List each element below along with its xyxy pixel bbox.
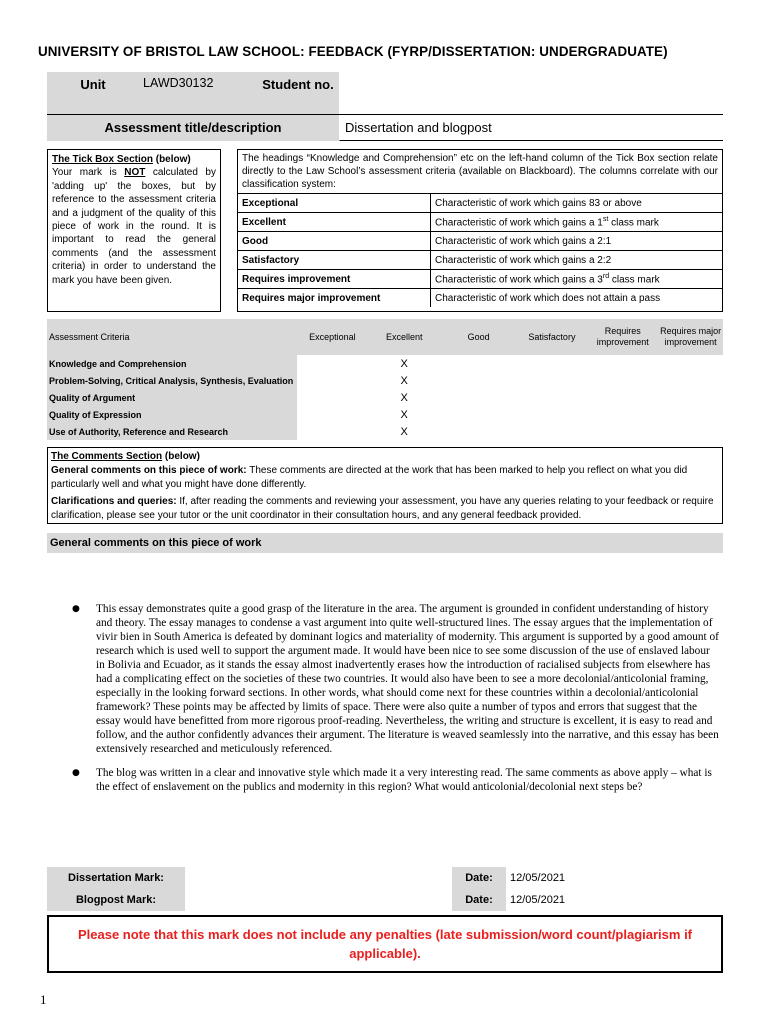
penalties-notice: Please note that this mark does not include any penalties (late submission/word count/plagiarism if applicable). bbox=[47, 915, 723, 973]
table-row: Excellent Characteristic of work which gains a 1st class mark bbox=[238, 213, 722, 232]
table-row: Requires major improvement Characteristic of work which does not attain a pass bbox=[238, 289, 722, 308]
tick-box-section bbox=[47, 149, 221, 312]
requires-improvement-desc: Characteristic of work which gains a 3rd class mark bbox=[431, 270, 723, 289]
comments-section bbox=[47, 447, 723, 524]
classification-intro: The headings “Knowledge and Comprehension” etc on the left-hand column of the Tick Box section relate directly to the Law School’s assessment criteria (available on Blackboard). The columns correlate with our classification system: bbox=[242, 153, 718, 190]
date-label-2: Date: bbox=[452, 889, 506, 911]
col-excellent: Excellent bbox=[385, 331, 423, 342]
date-value-1: 12/05/2021 bbox=[510, 872, 566, 884]
col-requires-improvement: Requires improvement bbox=[596, 326, 649, 347]
comments-heading: The Comments Section (below) bbox=[51, 451, 200, 462]
table-row: Quality of Argument X bbox=[47, 389, 723, 406]
excellent-desc: Characteristic of work which gains a 1st class mark bbox=[431, 213, 723, 232]
date-value-2: 12/05/2021 bbox=[510, 894, 566, 906]
date-label-1: Date: bbox=[452, 867, 506, 889]
col-satisfactory: Satisfactory bbox=[528, 331, 576, 342]
student-no-label: Student no. bbox=[257, 72, 339, 114]
general-comments-bar: General comments on this piece of work bbox=[47, 533, 723, 553]
criteria-header: Assessment Criteria bbox=[49, 331, 130, 342]
col-requires-major-improvement: Requires major improvement bbox=[660, 326, 722, 347]
tick-box-text: Your mark is NOT calculated by 'adding up' the boxes, but by reference to the assessment criteria and a judgment of the quality of this piece of work in the round. It is important to read the general comments (and the assessment criteria) in order to understand the mark you have been given. bbox=[52, 167, 216, 286]
list-item: ● The blog was written in a clear and innovative style which made it a very interesting read. The same comments as above apply – what is the effect of enslavement on the publics and modernity in this region? What would anticolonial/decolonial next steps be? bbox=[72, 767, 712, 793]
page-number: 1 bbox=[40, 992, 47, 1007]
general-comments-text: General comments on this piece of work: These comments are directed at the work that has been marked to help you reflect on what you did particularly well and what you might have done differently. bbox=[51, 465, 688, 490]
tick-box-heading: The Tick Box Section (below) bbox=[52, 154, 191, 165]
table-row: Quality of Expression X bbox=[47, 406, 723, 423]
blogpost-mark-label: Blogpost Mark: bbox=[47, 889, 185, 911]
classification-table bbox=[238, 193, 722, 307]
criteria-header-row bbox=[47, 319, 723, 355]
list-item: ● This essay demonstrates quite a good grasp of the literature in the area. The argument is grounded in confident understanding of history and theory. The essay manages to condense a vast argument into quite well-structured lines. The essay argues that the implementation of vivir bien in South America is defeated by dominant logics and materiality of modernity. This argument is supported by a good amount of research which is used well to support the argument made. It would have been nice to see some discussion of the use of enslaved labour in Bolivia and Ecuador, as it stands the essay almost inadvertently erases how the introduction of racialised subjects from elsewhere has had a complicating effect on the societies of these two countries. It would also have been to see a more decolonial/anticolonial framing, especially in the looking forward sections. In other words, what should come next for these countries within a decolonial/anticolonial framework? These points may be affected by limits of space. There were also quite a number of typos and errors that suggest that the essay would have benefitted from more rigorous proof-reading. Nevertheless, the writing and structure is excellent, it is easy to read and follow, and the author confidently advances their argument. The literature is weaved seamlessly into the narrative, and this essay has been extensively researched and meticulously referenced. bbox=[72, 603, 719, 755]
bullet-icon: ● bbox=[72, 768, 80, 778]
clarifications-text: Clarifications and queries: If, after reading the comments and reviewing your assessment, you have any queries relating to your feedback or require clarification, please see your tutor or the unit coordinator in their consultation hours, and any general feedback provided. bbox=[51, 496, 714, 521]
classification-box bbox=[237, 149, 723, 312]
table-row: Requires improvement Characteristic of work which gains a 3rd class mark bbox=[238, 270, 722, 289]
assessment-criteria-table bbox=[47, 319, 723, 440]
unit-value: LAWD30132 bbox=[139, 72, 257, 114]
table-row: Use of Authority, Reference and Research X bbox=[47, 423, 723, 440]
table-row: Problem-Solving, Critical Analysis, Synthesis, Evaluation X bbox=[47, 372, 723, 389]
page-title: UNIVERSITY OF BRISTOL LAW SCHOOL: FEEDBACK (FYRP/DISSERTATION: UNDERGRADUATE) bbox=[38, 44, 668, 59]
dissertation-mark-label: Dissertation Mark: bbox=[47, 867, 185, 889]
table-row: Exceptional Characteristic of work which gains 83 or above bbox=[238, 194, 722, 213]
feedback-body bbox=[72, 602, 720, 804]
assessment-title-value: Dissertation and blogpost bbox=[339, 115, 723, 141]
table-row: Knowledge and Comprehension X bbox=[47, 355, 723, 372]
unit-label: Unit bbox=[47, 72, 139, 114]
col-exceptional: Exceptional bbox=[309, 331, 356, 342]
bullet-icon: ● bbox=[72, 604, 80, 614]
table-row: Good Characteristic of work which gains a 2:1 bbox=[238, 232, 722, 251]
col-good: Good bbox=[467, 331, 490, 342]
table-row: Satisfactory Characteristic of work which gains a 2:2 bbox=[238, 251, 722, 270]
assessment-title-label: Assessment title/description bbox=[47, 115, 339, 141]
